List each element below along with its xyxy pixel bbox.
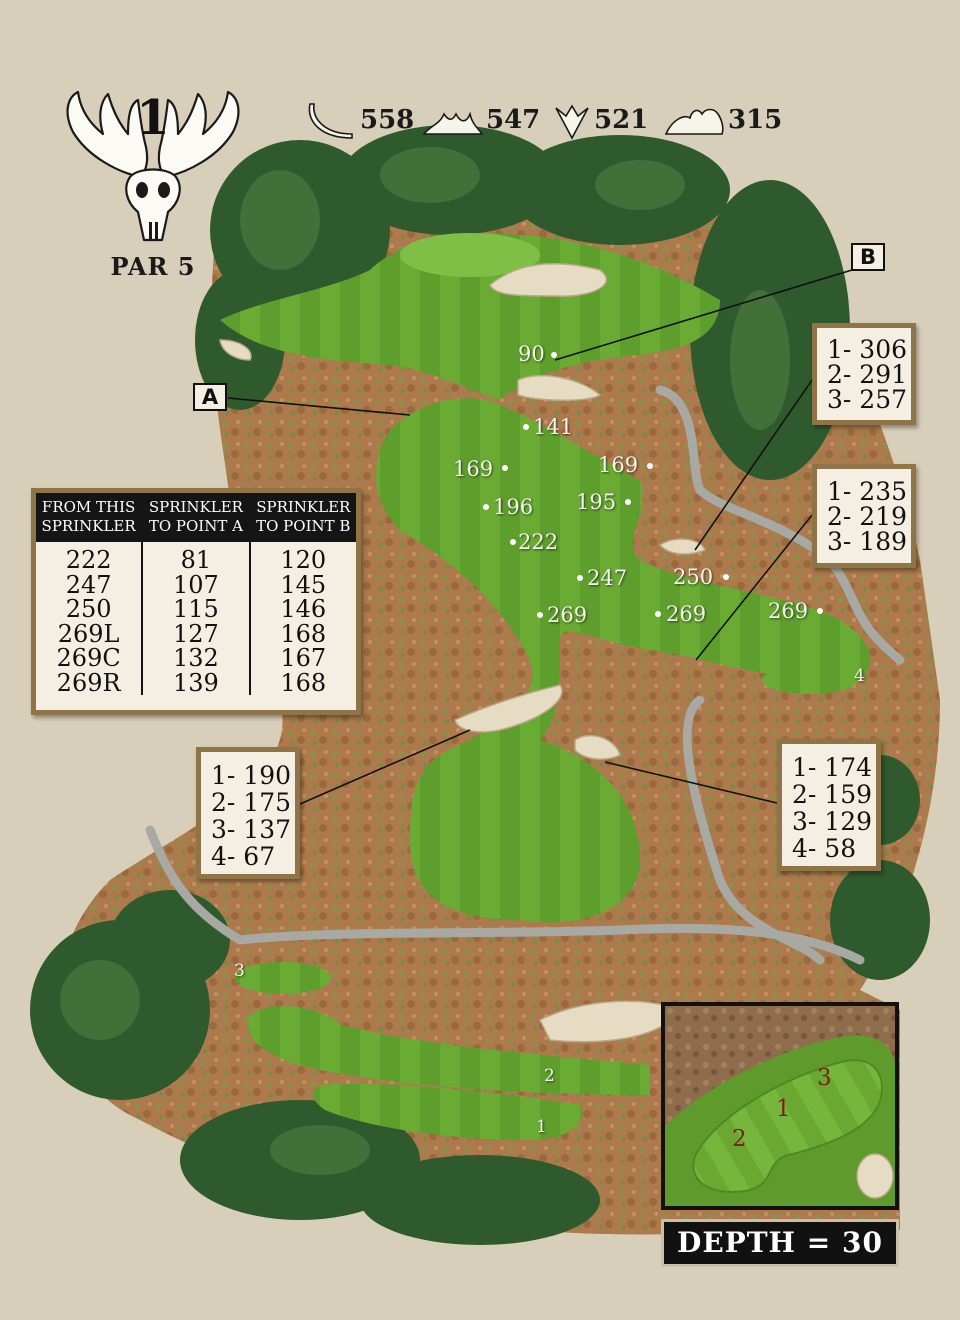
callout-row: 1- 235: [827, 477, 908, 506]
sprinkler-dot: [723, 574, 729, 580]
table-cell: 167: [250, 646, 356, 671]
tee-yardage-3: [552, 100, 648, 140]
sprinkler-label: 250: [673, 565, 714, 589]
pin-position-1: 1: [776, 1096, 791, 1122]
sprinkler-label: 195: [576, 490, 617, 514]
table-cell: 146: [250, 597, 356, 622]
callout-b-carry: [812, 323, 916, 425]
sprinkler-dot: [523, 424, 529, 430]
table-row: [36, 597, 356, 622]
table-cell: 222: [65, 546, 112, 574]
arrowhead-tee-icon: [552, 100, 592, 140]
table-row: [36, 646, 356, 671]
table-cell: 115: [142, 597, 249, 622]
header-line: SPRINKLER: [41, 517, 136, 535]
tee-yardage-2: [422, 100, 540, 140]
header-line: SPRINKLER: [256, 498, 351, 516]
tee-yardage-value: 558: [360, 105, 415, 135]
callout-row: 2- 219: [827, 502, 908, 531]
callout-row: 2- 175: [211, 788, 292, 817]
table-row: [36, 671, 356, 696]
green-detail-inset: [661, 1002, 899, 1210]
sprinkler-dot: [537, 612, 543, 618]
callout-row: 2- 159: [792, 780, 873, 809]
sprinkler-label: 169: [453, 457, 494, 481]
table-cell: 120: [250, 542, 356, 573]
tee-box-4: [762, 666, 858, 694]
sprinkler-dot: [551, 352, 557, 358]
hole-badge: [58, 62, 248, 281]
table-cell: 168: [250, 622, 356, 647]
callout-row: 1- 190: [211, 761, 292, 790]
callout-row: 3- 137: [211, 815, 292, 844]
table-row: [36, 622, 356, 647]
point-a-label: A: [193, 383, 227, 411]
table-cell: 107: [142, 573, 249, 598]
sprinkler-dot: [817, 608, 823, 614]
sprinkler-label: 90: [518, 342, 545, 366]
tee-yardage-value: 521: [594, 105, 649, 135]
sprinkler-dot: [502, 465, 508, 471]
callout-left-fairway-bunker: [196, 747, 300, 879]
sprinkler-dot: [510, 539, 516, 545]
callout-right-lower-bunker: [777, 739, 881, 871]
tee-marker-4: 4: [854, 666, 865, 686]
table-cell: 139: [142, 671, 249, 696]
column-header: [36, 493, 142, 542]
sprinkler-dot: [655, 611, 661, 617]
sprinkler-label: 196: [493, 495, 534, 519]
antler-tee-icon: [308, 100, 358, 140]
green-depth-label: DEPTH = 30: [661, 1219, 899, 1267]
pin-position-3: 3: [817, 1065, 832, 1091]
sprinkler-table: [31, 488, 361, 715]
header-line: TO POINT A: [148, 517, 243, 535]
hole-number: 1: [136, 90, 170, 146]
tee-yardage-1: [308, 100, 414, 140]
table-cell: 247: [65, 570, 112, 599]
tee-yardage-value: 547: [486, 105, 541, 135]
table-cell: 127: [142, 622, 249, 647]
table-cell: 81: [142, 542, 249, 573]
sprinkler-dot: [647, 463, 653, 469]
callout-row: 4- 67: [211, 842, 276, 871]
sprinkler-dot: [577, 575, 583, 581]
tee-marker-2: 2: [544, 1066, 555, 1086]
header-line: FROM THIS: [41, 498, 136, 516]
callout-row: 3- 189: [827, 527, 908, 556]
tee-yardage-4: [662, 100, 782, 140]
callout-right-fairway-bunker: [812, 464, 916, 568]
sprinkler-label: 169: [598, 453, 639, 477]
sprinkler-label: 247: [587, 566, 628, 590]
skull-tee-icon: [422, 100, 484, 140]
sprinkler-label: 269: [768, 599, 809, 623]
table-header-row: [36, 493, 356, 542]
callout-row: 3- 129: [792, 807, 873, 836]
table-row: [36, 573, 356, 598]
callout-row: 1- 306: [827, 335, 908, 364]
sprinkler-dot: [483, 504, 489, 510]
sprinkler-dot: [625, 499, 631, 505]
table-cell: 132: [142, 646, 249, 671]
column-header: [142, 493, 249, 542]
sprinkler-label: 222: [518, 530, 559, 554]
pin-position-2: 2: [732, 1126, 747, 1152]
table-cell: 269L: [57, 619, 120, 648]
table-cell: 269R: [56, 668, 121, 697]
sprinkler-label: 269: [666, 602, 707, 626]
column-header: [250, 493, 356, 542]
tee-box-3: [235, 962, 331, 994]
point-b-label: B: [851, 243, 885, 271]
header-line: SPRINKLER: [148, 498, 243, 516]
callout-row: 1- 174: [792, 753, 873, 782]
callout-row: 2- 291: [827, 360, 908, 389]
antler-rack-tee-icon: [662, 100, 726, 140]
callout-row: 3- 257: [827, 385, 908, 414]
table-row: [36, 542, 356, 573]
par-label: PAR 5: [110, 252, 196, 281]
tee-marker-1: 1: [536, 1117, 547, 1137]
table-cell: 250: [65, 595, 112, 623]
sprinkler-label: 269: [547, 603, 588, 627]
tee-yardage-value: 315: [728, 105, 783, 135]
table-cell: 269C: [56, 644, 121, 672]
table-cell: 145: [250, 573, 356, 598]
tee-marker-3: 3: [234, 961, 245, 981]
table-cell: 168: [250, 671, 356, 696]
header-line: TO POINT B: [256, 517, 351, 535]
callout-row: 4- 58: [792, 834, 857, 863]
sprinkler-label: 141: [533, 415, 574, 439]
